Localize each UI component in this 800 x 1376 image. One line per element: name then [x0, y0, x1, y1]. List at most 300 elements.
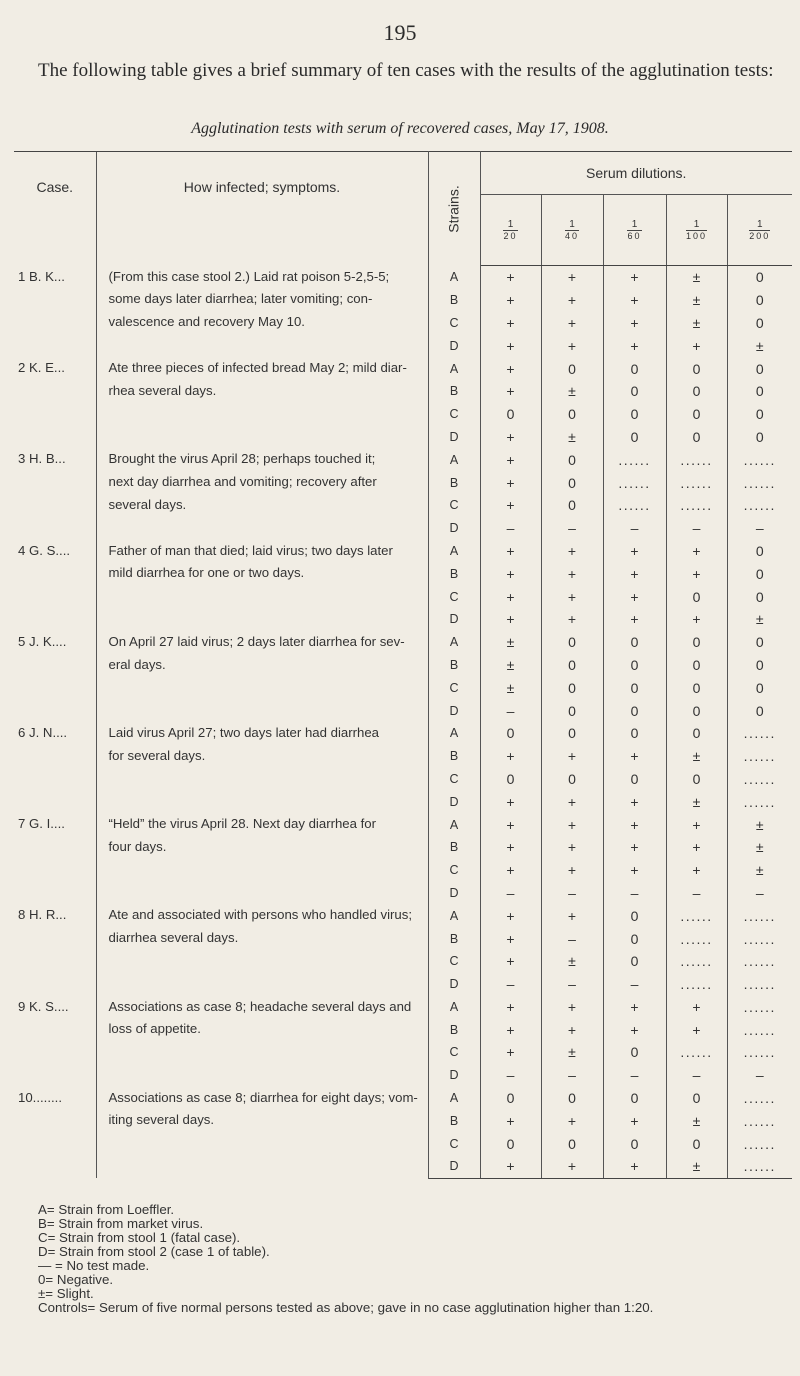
dilution-header-4: [666, 195, 727, 266]
dilution-result: +: [506, 269, 515, 286]
case-id: 6 J. N....: [18, 724, 68, 740]
dilution-result: +: [541, 813, 603, 836]
description-line: mild diarrhea for one or two days.: [108, 565, 305, 581]
case-description: [96, 266, 428, 358]
dilution-result: 0: [603, 699, 666, 722]
dilution-fraction: [686, 219, 707, 242]
dilution-result: 0: [506, 1090, 515, 1107]
description-line: Ate and associated with persons who handled virus;: [108, 907, 412, 923]
dilution-result: ±: [666, 266, 727, 289]
dilution-result: 0: [666, 768, 727, 791]
header-strains-label: Strains.: [446, 185, 462, 233]
dilution-result: ......: [727, 973, 792, 996]
dilution-result: 0: [603, 426, 666, 449]
dilution-result: –: [603, 882, 666, 905]
dilution-numerator: 1: [756, 218, 763, 230]
dilution-result: +: [541, 266, 603, 289]
strain-label: A: [428, 448, 480, 471]
dilution-header-5: [727, 195, 792, 266]
dilution-result: +: [603, 790, 666, 813]
dilution-result: ......: [666, 494, 727, 517]
dilution-result: –: [727, 1064, 792, 1087]
dilution-result: +: [541, 836, 603, 859]
dilution-result: 0: [506, 725, 515, 742]
dilution-result: 0: [727, 562, 792, 585]
dilution-result: 0: [603, 357, 666, 380]
description-line: Laid virus April 27; two days later had diarrhea: [108, 724, 379, 740]
strain-label: D: [428, 334, 480, 357]
dilution-result: –: [666, 882, 727, 905]
dilution-result: +: [541, 585, 603, 608]
dilution-result: 0: [506, 406, 515, 423]
strain-label: A: [428, 357, 480, 380]
table-row: [14, 1087, 792, 1110]
dilution-result: +: [541, 608, 603, 631]
dilution-numerator: 1: [631, 218, 638, 230]
strain-label: D: [428, 790, 480, 813]
dilution-fraction: [565, 219, 579, 242]
dilution-numerator: 1: [569, 218, 575, 230]
case-description: [96, 540, 428, 631]
dilution-result: ......: [727, 1155, 792, 1178]
dilution-result: ±: [727, 813, 792, 836]
dilution-result: +: [506, 930, 515, 947]
dilution-result: ......: [666, 973, 727, 996]
dilution-result: ......: [603, 471, 666, 494]
dilution-result: +: [506, 793, 515, 810]
dilution-result: 0: [506, 770, 515, 787]
dilution-result: ±: [541, 1041, 603, 1064]
case-description: [96, 996, 428, 1087]
dilution-result: +: [541, 334, 603, 357]
dilution-result: ......: [666, 1041, 727, 1064]
dilution-result: 0: [666, 585, 727, 608]
dilution-result: 0: [603, 904, 666, 927]
dilution-result: 0: [666, 631, 727, 654]
dilution-result: 0: [603, 1041, 666, 1064]
strain-label: A: [428, 996, 480, 1019]
dilution-result: –: [727, 882, 792, 905]
dilution-result: ......: [727, 1087, 792, 1110]
dilution-result: ......: [727, 927, 792, 950]
legend-note: ±= Slight.: [38, 1286, 94, 1301]
dilution-fraction: [627, 219, 641, 242]
dilution-result: +: [603, 996, 666, 1019]
dilution-result: +: [666, 334, 727, 357]
dilution-denominator: 40: [564, 230, 579, 241]
dilution-result: ......: [603, 494, 666, 517]
dilution-header-2: [541, 195, 603, 266]
strain-label: D: [428, 608, 480, 631]
dilution-result: 0: [666, 426, 727, 449]
dilution-result: –: [506, 976, 515, 993]
dilution-result: +: [603, 289, 666, 312]
strain-label: B: [428, 745, 480, 768]
dilution-result: ±: [666, 312, 727, 335]
dilution-result: ......: [666, 904, 727, 927]
dilution-result: 0: [541, 699, 603, 722]
dilution-result: ......: [727, 1018, 792, 1041]
dilution-result: +: [506, 862, 515, 879]
dilution-result: +: [541, 540, 603, 563]
legend-note: C= Strain from stool 1 (fatal case).: [38, 1230, 241, 1245]
dilution-result: +: [541, 996, 603, 1019]
dilution-result: –: [506, 702, 515, 719]
dilution-result: 0: [603, 722, 666, 745]
case-id: 2 K. E...: [18, 360, 65, 376]
case-id: 3 H. B...: [18, 451, 66, 467]
strain-label: C: [428, 676, 480, 699]
dilution-denominator: 200: [749, 230, 771, 241]
legend-note: 0= Negative.: [38, 1272, 114, 1287]
dilution-result: +: [603, 334, 666, 357]
dilution-result: 0: [727, 654, 792, 677]
strain-label: B: [428, 1109, 480, 1132]
dilution-result: +: [603, 1109, 666, 1132]
page-number: 195: [383, 20, 417, 45]
dilution-header-1: [480, 195, 541, 266]
dilution-result: 0: [603, 1087, 666, 1110]
dilution-result: 0: [666, 1132, 727, 1155]
dilution-result: –: [603, 1064, 666, 1087]
description-line: eral days.: [108, 656, 166, 672]
strain-label: A: [428, 631, 480, 654]
agglutination-table: [14, 151, 792, 1179]
dilution-result: +: [603, 312, 666, 335]
dilution-result: 0: [541, 403, 603, 426]
dilution-result: –: [603, 973, 666, 996]
dilution-result: 0: [727, 312, 792, 335]
strain-label: D: [428, 517, 480, 540]
dilution-result: +: [541, 745, 603, 768]
dilution-result: +: [506, 816, 515, 833]
dilution-result: +: [506, 748, 515, 765]
dilution-result: ......: [727, 768, 792, 791]
dilution-result: ......: [727, 1109, 792, 1132]
dilution-result: +: [541, 1109, 603, 1132]
case-description: [96, 631, 428, 722]
dilution-result: +: [666, 1018, 727, 1041]
dilution-result: +: [506, 588, 515, 605]
description-line: iting several days.: [108, 1112, 215, 1128]
strain-label: C: [428, 950, 480, 973]
dilution-result: 0: [603, 950, 666, 973]
dilution-result: ......: [666, 950, 727, 973]
legend-note: — = No test made.: [38, 1258, 150, 1273]
strain-label: C: [428, 859, 480, 882]
dilution-result: +: [541, 1018, 603, 1041]
case-id: 1 B. K...: [18, 268, 65, 284]
dilution-result: –: [666, 517, 727, 540]
strain-label: A: [428, 1087, 480, 1110]
case-id: 8 H. R...: [18, 907, 67, 923]
dilution-result: –: [666, 1064, 727, 1087]
description-line: four days.: [108, 838, 167, 854]
description-line: valescence and recovery May 10.: [108, 314, 305, 330]
dilution-result: +: [666, 608, 727, 631]
table-row: [14, 448, 792, 471]
dilution-result: +: [506, 360, 515, 377]
strain-label: B: [428, 654, 480, 677]
dilution-result: ......: [727, 448, 792, 471]
description-line: Associations as case 8; diarrhea for eight days; vom-: [108, 1089, 418, 1105]
dilution-result: +: [603, 813, 666, 836]
strain-label: D: [428, 1064, 480, 1087]
dilution-result: +: [506, 292, 515, 309]
dilution-result: 0: [603, 768, 666, 791]
description-line: next day diarrhea and vomiting; recovery after: [108, 474, 377, 490]
strain-label: C: [428, 585, 480, 608]
header-serum-dilutions: Serum dilutions.: [480, 152, 792, 195]
table-row: [14, 266, 792, 289]
dilution-result: +: [603, 745, 666, 768]
case-description: [96, 448, 428, 539]
header-strains: [428, 152, 480, 266]
case-description: [96, 722, 428, 813]
case-description: [96, 357, 428, 448]
dilution-result: ......: [603, 448, 666, 471]
header-case: Case.: [14, 152, 96, 266]
dilution-result: +: [506, 428, 515, 445]
dilution-result: +: [541, 289, 603, 312]
dilution-result: +: [603, 562, 666, 585]
dilution-result: 0: [603, 654, 666, 677]
dilution-header-3: [603, 195, 666, 266]
dilution-result: +: [541, 562, 603, 585]
table-body: [14, 266, 792, 1179]
strain-label: B: [428, 1018, 480, 1041]
intro-paragraph: The following table gives a brief summary of ten cases with the results of the agglutination tests:: [38, 60, 774, 81]
dilution-result: –: [541, 517, 603, 540]
table-row: [14, 996, 792, 1019]
dilution-numerator: 1: [693, 218, 700, 230]
dilution-result: +: [506, 1112, 515, 1129]
dilution-result: ±: [666, 1155, 727, 1178]
dilution-result: 0: [727, 403, 792, 426]
case-id: 10........: [18, 1089, 62, 1105]
description-line: Associations as case 8; headache several days and: [108, 998, 412, 1014]
dilution-result: –: [506, 520, 515, 537]
dilution-result: 0: [603, 1132, 666, 1155]
dilution-result: 0: [727, 699, 792, 722]
dilution-result: –: [506, 884, 515, 901]
dilution-result: +: [506, 451, 515, 468]
dilution-result: ±: [506, 679, 515, 696]
table-row: [14, 722, 792, 745]
strain-label: A: [428, 904, 480, 927]
strain-label: C: [428, 1041, 480, 1064]
dilution-result: 0: [541, 676, 603, 699]
header-how-infected: How infected; symptoms.: [96, 152, 428, 266]
dilution-result: +: [506, 542, 515, 559]
dilution-result: +: [666, 836, 727, 859]
dilution-result: –: [506, 1067, 515, 1084]
table-row: [14, 813, 792, 836]
dilution-result: +: [506, 1044, 515, 1061]
strain-label: C: [428, 768, 480, 791]
dilution-result: 0: [727, 585, 792, 608]
dilution-result: 0: [727, 357, 792, 380]
description-line: rhea several days.: [108, 382, 217, 398]
description-line: Brought the virus April 28; perhaps touched it;: [108, 451, 376, 467]
strain-label: C: [428, 494, 480, 517]
dilution-result: +: [603, 836, 666, 859]
table-row: [14, 904, 792, 927]
dilution-result: ±: [727, 859, 792, 882]
dilution-result: 0: [603, 676, 666, 699]
dilution-fraction: [749, 219, 770, 242]
dilution-denominator: 20: [503, 230, 518, 241]
table-row: [14, 540, 792, 563]
case-id: 7 G. I....: [18, 816, 65, 832]
dilution-result: +: [506, 383, 515, 400]
dilution-result: +: [603, 859, 666, 882]
dilution-result: 0: [666, 676, 727, 699]
description-line: for several days.: [108, 747, 206, 763]
dilution-result: +: [506, 1021, 515, 1038]
description-line: Ate three pieces of infected bread May 2; mild diar-: [108, 360, 407, 376]
dilution-result: +: [506, 497, 515, 514]
dilution-result: ......: [727, 1132, 792, 1155]
dilution-result: +: [541, 859, 603, 882]
legend-note: B= Strain from market virus.: [38, 1216, 204, 1231]
dilution-result: –: [541, 973, 603, 996]
dilution-result: +: [666, 562, 727, 585]
strain-label: B: [428, 836, 480, 859]
dilution-fraction: [503, 219, 517, 242]
description-line: diarrhea several days.: [108, 930, 239, 946]
dilution-result: –: [541, 927, 603, 950]
dilution-result: –: [603, 517, 666, 540]
dilution-result: +: [541, 904, 603, 927]
dilution-result: 0: [727, 631, 792, 654]
dilution-result: +: [506, 907, 515, 924]
strain-label: B: [428, 562, 480, 585]
dilution-result: +: [603, 1155, 666, 1178]
agglutination-table-container: [14, 151, 792, 1179]
dilution-result: ±: [666, 790, 727, 813]
case-description: [96, 1087, 428, 1179]
dilution-result: 0: [727, 266, 792, 289]
dilution-result: 0: [541, 768, 603, 791]
dilution-result: 0: [541, 471, 603, 494]
description-line: (From this case stool 2.) Laid rat poison 5-2,5-5;: [108, 268, 390, 284]
dilution-result: ±: [506, 634, 515, 651]
dilution-result: 0: [541, 494, 603, 517]
dilution-result: ±: [541, 380, 603, 403]
dilution-result: +: [603, 608, 666, 631]
dilution-result: 0: [727, 426, 792, 449]
strain-label: C: [428, 1132, 480, 1155]
description-line: Father of man that died; laid virus; two days later: [108, 542, 393, 558]
dilution-result: +: [666, 996, 727, 1019]
dilution-result: 0: [603, 927, 666, 950]
dilution-result: ......: [727, 1041, 792, 1064]
dilution-result: ±: [541, 426, 603, 449]
dilution-result: +: [506, 953, 515, 970]
dilution-result: 0: [541, 448, 603, 471]
dilution-result: 0: [541, 722, 603, 745]
dilution-result: +: [541, 1155, 603, 1178]
dilution-result: +: [506, 839, 515, 856]
table-row: [14, 357, 792, 380]
dilution-result: ±: [727, 334, 792, 357]
dilution-result: 0: [727, 540, 792, 563]
table-row: [14, 631, 792, 654]
dilution-result: ......: [727, 904, 792, 927]
dilution-result: ±: [666, 745, 727, 768]
dilution-denominator: 60: [627, 230, 642, 241]
dilution-result: 0: [603, 380, 666, 403]
dilution-result: 0: [666, 380, 727, 403]
legend-note: Controls= Serum of five normal persons tested as above; gave in no case agglutination higher than 1:20.: [38, 1300, 654, 1315]
dilution-result: +: [603, 266, 666, 289]
dilution-result: ±: [541, 950, 603, 973]
description-line: On April 27 laid virus; 2 days later diarrhea for sev-: [108, 633, 405, 649]
dilution-result: +: [603, 585, 666, 608]
case-id: 9 K. S....: [18, 998, 69, 1014]
table-title: Agglutination tests with serum of recovered cases, May 17, 1908.: [191, 120, 609, 137]
strain-label: C: [428, 312, 480, 335]
dilution-result: –: [541, 1064, 603, 1087]
dilution-result: 0: [666, 403, 727, 426]
dilution-result: –: [727, 517, 792, 540]
dilution-result: ......: [727, 471, 792, 494]
dilution-result: 0: [666, 654, 727, 677]
case-id: 5 J. K....: [18, 633, 67, 649]
strain-label: A: [428, 813, 480, 836]
dilution-result: ±: [506, 656, 515, 673]
dilution-result: ......: [727, 745, 792, 768]
strain-label: D: [428, 426, 480, 449]
dilution-result: ±: [727, 836, 792, 859]
dilution-result: +: [506, 474, 515, 491]
strain-label: D: [428, 1155, 480, 1178]
dilution-result: ......: [666, 448, 727, 471]
dilution-result: 0: [541, 654, 603, 677]
strain-label: D: [428, 973, 480, 996]
strain-label: B: [428, 471, 480, 494]
dilution-result: +: [506, 565, 515, 582]
dilution-result: 0: [666, 357, 727, 380]
legend-notes: [38, 1203, 788, 1315]
dilution-result: 0: [666, 722, 727, 745]
dilution-result: +: [541, 790, 603, 813]
dilution-result: ......: [666, 471, 727, 494]
dilution-result: +: [480, 1155, 541, 1178]
dilution-result: 0: [603, 403, 666, 426]
dilution-result: +: [506, 998, 515, 1015]
dilution-result: –: [541, 882, 603, 905]
case-description: [96, 904, 428, 995]
strain-label: A: [428, 266, 480, 289]
strain-label: B: [428, 927, 480, 950]
dilution-result: +: [506, 314, 515, 331]
dilution-result: ......: [727, 790, 792, 813]
dilution-result: 0: [666, 1087, 727, 1110]
strain-label: A: [428, 540, 480, 563]
strain-label: B: [428, 289, 480, 312]
dilution-result: ±: [666, 1109, 727, 1132]
description-line: loss of appetite.: [108, 1021, 201, 1037]
dilution-result: ......: [727, 996, 792, 1019]
dilution-result: +: [603, 540, 666, 563]
strain-label: B: [428, 380, 480, 403]
dilution-result: +: [666, 859, 727, 882]
dilution-result: 0: [541, 1087, 603, 1110]
dilution-result: ......: [727, 722, 792, 745]
legend-note: D= Strain from stool 2 (case 1 of table).: [38, 1244, 270, 1259]
